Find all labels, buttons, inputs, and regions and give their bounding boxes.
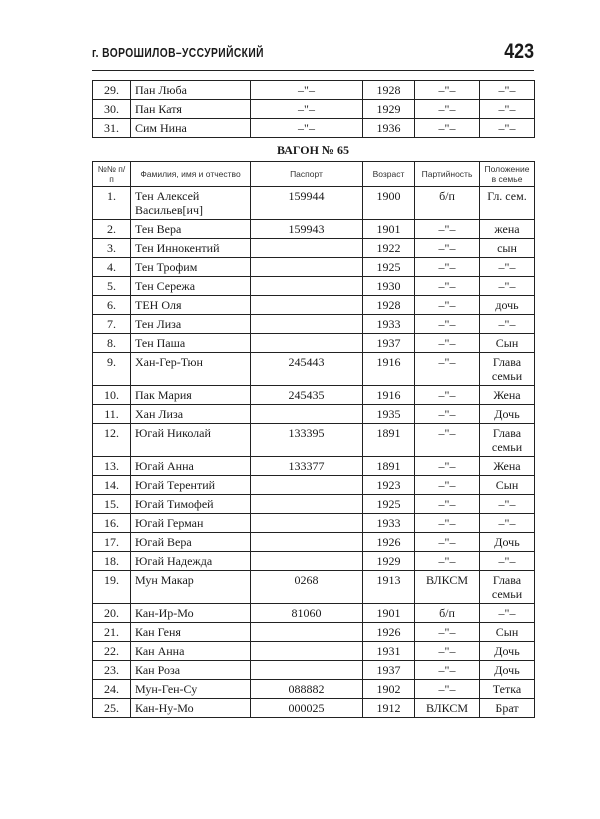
cell-year: 1923	[363, 476, 415, 495]
cell-family: Глава семьи	[480, 424, 535, 457]
cell-party: –"–	[415, 457, 480, 476]
cell-family: Брат	[480, 699, 535, 718]
cell-year: 1916	[363, 386, 415, 405]
cell-num: 15.	[93, 495, 131, 514]
cell-party: –"–	[415, 661, 480, 680]
cell-passport	[251, 514, 363, 533]
cell-year: 1928	[363, 296, 415, 315]
cell-party: –"–	[415, 386, 480, 405]
cell-passport	[251, 661, 363, 680]
cell-passport: 159943	[251, 220, 363, 239]
cell-year: 1922	[363, 239, 415, 258]
cell-name: Югай Вера	[131, 533, 251, 552]
wagon-title: ВАГОН № 65	[277, 143, 349, 157]
cell-party: –"–	[415, 334, 480, 353]
cell-year: 1931	[363, 642, 415, 661]
cell-name: Югай Николай	[131, 424, 251, 457]
cell-passport	[251, 476, 363, 495]
cell-num: 25.	[93, 699, 131, 718]
header-title: г. ВОРОШИЛОВ–УССУРИЙСКИЙ	[92, 46, 264, 60]
cell-family: –"–	[480, 604, 535, 623]
cell-family: –"–	[480, 100, 535, 119]
table-row	[93, 623, 535, 642]
cell-num: 4.	[93, 258, 131, 277]
cell-num: 12.	[93, 424, 131, 457]
column-header-passport: Паспорт	[251, 162, 363, 187]
page-number: 423	[504, 40, 534, 63]
cell-party: –"–	[415, 533, 480, 552]
cell-name: Тен Сережа	[131, 277, 251, 296]
cell-family: –"–	[480, 258, 535, 277]
cell-name: Мун Макар	[131, 571, 251, 604]
cell-passport: –"–	[251, 119, 363, 138]
table-row	[93, 571, 535, 604]
cell-name: Пан Катя	[131, 100, 251, 119]
cell-passport	[251, 239, 363, 258]
table-row	[93, 334, 535, 353]
cell-num: 21.	[93, 623, 131, 642]
cell-party: –"–	[415, 424, 480, 457]
cell-family: сын	[480, 239, 535, 258]
cell-year: 1926	[363, 533, 415, 552]
cell-passport	[251, 334, 363, 353]
cell-num: 31.	[93, 119, 131, 138]
table-row	[93, 119, 535, 138]
column-header-num: №№ п/п	[93, 162, 131, 187]
cell-year: 1902	[363, 680, 415, 699]
cell-family: –"–	[480, 119, 535, 138]
cell-family: Сын	[480, 623, 535, 642]
cell-name: Сим Нина	[131, 119, 251, 138]
cell-name: Югай Герман	[131, 514, 251, 533]
cell-name: Югай Надежда	[131, 552, 251, 571]
cell-passport	[251, 495, 363, 514]
cell-name: Кан-Ну-Мо	[131, 699, 251, 718]
cell-party: –"–	[415, 353, 480, 386]
cell-num: 18.	[93, 552, 131, 571]
cell-num: 24.	[93, 680, 131, 699]
cell-party: –"–	[415, 495, 480, 514]
table-row	[93, 457, 535, 476]
cell-name: Тен Трофим	[131, 258, 251, 277]
cell-year: 1913	[363, 571, 415, 604]
cell-name: Югай Анна	[131, 457, 251, 476]
cell-passport: 133395	[251, 424, 363, 457]
cell-passport: –"–	[251, 100, 363, 119]
cell-passport: 245435	[251, 386, 363, 405]
cell-num: 2.	[93, 220, 131, 239]
table-row	[93, 533, 535, 552]
cell-passport: 0268	[251, 571, 363, 604]
cell-passport: 81060	[251, 604, 363, 623]
cell-name: Пак Мария	[131, 386, 251, 405]
table-row	[93, 315, 535, 334]
column-header-year: Возраст	[363, 162, 415, 187]
cell-num: 10.	[93, 386, 131, 405]
cell-year: 1933	[363, 315, 415, 334]
cell-passport	[251, 623, 363, 642]
table-row	[93, 100, 535, 119]
cell-family: Дочь	[480, 405, 535, 424]
cell-family: Сын	[480, 476, 535, 495]
cell-num: 16.	[93, 514, 131, 533]
cell-family: Тетка	[480, 680, 535, 699]
cell-year: 1912	[363, 699, 415, 718]
table-row	[93, 277, 535, 296]
cell-party: –"–	[415, 220, 480, 239]
cell-name: Югай Тимофей	[131, 495, 251, 514]
cell-year: 1925	[363, 495, 415, 514]
cell-year: 1901	[363, 604, 415, 623]
cell-name: Пан Люба	[131, 81, 251, 100]
cell-passport	[251, 405, 363, 424]
cell-passport	[251, 277, 363, 296]
cell-num: 3.	[93, 239, 131, 258]
cell-party: –"–	[415, 514, 480, 533]
cell-num: 5.	[93, 277, 131, 296]
cell-year: 1937	[363, 661, 415, 680]
cell-num: 13.	[93, 457, 131, 476]
table-row	[93, 386, 535, 405]
wagon-65-table	[92, 161, 535, 718]
cell-party: ВЛКСМ	[415, 571, 480, 604]
cell-name: Кан-Ир-Мо	[131, 604, 251, 623]
table-row	[93, 258, 535, 277]
cell-num: 19.	[93, 571, 131, 604]
cell-year: 1926	[363, 623, 415, 642]
cell-name: Тен Паша	[131, 334, 251, 353]
cell-year: 1901	[363, 220, 415, 239]
table-row	[93, 680, 535, 699]
column-header-party: Партийность	[415, 162, 480, 187]
table-row	[93, 353, 535, 386]
cell-year: 1916	[363, 353, 415, 386]
cell-name: Кан Геня	[131, 623, 251, 642]
table-row	[93, 604, 535, 623]
cell-passport	[251, 552, 363, 571]
cell-family: Сын	[480, 334, 535, 353]
cell-num: 8.	[93, 334, 131, 353]
cell-party: –"–	[415, 258, 480, 277]
cell-year: 1937	[363, 334, 415, 353]
cell-party: б/п	[415, 187, 480, 220]
cell-year: 1891	[363, 457, 415, 476]
cell-passport	[251, 315, 363, 334]
cell-party: –"–	[415, 296, 480, 315]
cell-family: Дочь	[480, 533, 535, 552]
cell-family: Глава семьи	[480, 353, 535, 386]
cell-party: –"–	[415, 476, 480, 495]
cell-num: 22.	[93, 642, 131, 661]
cell-year: 1925	[363, 258, 415, 277]
cell-year: 1935	[363, 405, 415, 424]
cell-party: б/п	[415, 604, 480, 623]
cell-party: –"–	[415, 315, 480, 334]
cell-num: 9.	[93, 353, 131, 386]
cell-year: 1933	[363, 514, 415, 533]
cell-year: 1928	[363, 81, 415, 100]
column-header-family: Положение в семье	[480, 162, 535, 187]
cell-name: Тен Вера	[131, 220, 251, 239]
cell-party: –"–	[415, 680, 480, 699]
cell-party: –"–	[415, 100, 480, 119]
cell-family: –"–	[480, 495, 535, 514]
cell-num: 29.	[93, 81, 131, 100]
column-header-name: Фамилия, имя и отчество	[131, 162, 251, 187]
table-row	[93, 405, 535, 424]
cell-passport	[251, 642, 363, 661]
previous-wagon-table	[92, 80, 535, 138]
table-row	[93, 699, 535, 718]
cell-passport: 088882	[251, 680, 363, 699]
table-row	[93, 661, 535, 680]
cell-name: Кан Роза	[131, 661, 251, 680]
table-row	[93, 239, 535, 258]
cell-num: 11.	[93, 405, 131, 424]
cell-passport	[251, 533, 363, 552]
cell-num: 23.	[93, 661, 131, 680]
table-row	[93, 514, 535, 533]
cell-family: –"–	[480, 514, 535, 533]
cell-passport	[251, 258, 363, 277]
cell-party: –"–	[415, 119, 480, 138]
cell-name: Кан Анна	[131, 642, 251, 661]
cell-party: –"–	[415, 623, 480, 642]
cell-num: 14.	[93, 476, 131, 495]
cell-party: –"–	[415, 642, 480, 661]
cell-num: 17.	[93, 533, 131, 552]
cell-name: Тен Лиза	[131, 315, 251, 334]
cell-name: Хан-Гер-Тюн	[131, 353, 251, 386]
cell-family: Дочь	[480, 661, 535, 680]
table-row	[93, 220, 535, 239]
table-row	[93, 642, 535, 661]
table-row	[93, 552, 535, 571]
cell-party: –"–	[415, 552, 480, 571]
table-row	[93, 81, 535, 100]
cell-num: 20.	[93, 604, 131, 623]
cell-family: –"–	[480, 277, 535, 296]
cell-family: –"–	[480, 81, 535, 100]
cell-year: 1900	[363, 187, 415, 220]
cell-year: 1929	[363, 100, 415, 119]
cell-passport: 159944	[251, 187, 363, 220]
cell-year: 1930	[363, 277, 415, 296]
cell-name: Мун-Ген-Су	[131, 680, 251, 699]
cell-family: жена	[480, 220, 535, 239]
cell-family: –"–	[480, 552, 535, 571]
cell-party: –"–	[415, 277, 480, 296]
cell-passport: –"–	[251, 81, 363, 100]
cell-num: 30.	[93, 100, 131, 119]
cell-num: 6.	[93, 296, 131, 315]
cell-name: Тен Алексей Васильев[ич]	[131, 187, 251, 220]
cell-family: дочь	[480, 296, 535, 315]
cell-year: 1891	[363, 424, 415, 457]
cell-name: Тен Иннокентий	[131, 239, 251, 258]
cell-year: 1929	[363, 552, 415, 571]
cell-party: –"–	[415, 405, 480, 424]
cell-name: Хан Лиза	[131, 405, 251, 424]
cell-family: Гл. сем.	[480, 187, 535, 220]
cell-family: –"–	[480, 315, 535, 334]
table-row	[93, 424, 535, 457]
cell-num: 1.	[93, 187, 131, 220]
cell-passport: 133377	[251, 457, 363, 476]
cell-name: ТЕН Оля	[131, 296, 251, 315]
cell-party: –"–	[415, 239, 480, 258]
cell-passport	[251, 296, 363, 315]
table-header-row	[93, 162, 535, 187]
table-row	[93, 476, 535, 495]
table-row	[93, 296, 535, 315]
cell-party: –"–	[415, 81, 480, 100]
cell-year: 1936	[363, 119, 415, 138]
table-row	[93, 495, 535, 514]
cell-passport: 245443	[251, 353, 363, 386]
cell-family: Жена	[480, 457, 535, 476]
cell-passport: 000025	[251, 699, 363, 718]
cell-family: Жена	[480, 386, 535, 405]
cell-party: ВЛКСМ	[415, 699, 480, 718]
running-header	[92, 40, 534, 71]
cell-name: Югай Терентий	[131, 476, 251, 495]
table-row	[93, 187, 535, 220]
cell-num: 7.	[93, 315, 131, 334]
cell-family: Дочь	[480, 642, 535, 661]
cell-family: Глава семьи	[480, 571, 535, 604]
